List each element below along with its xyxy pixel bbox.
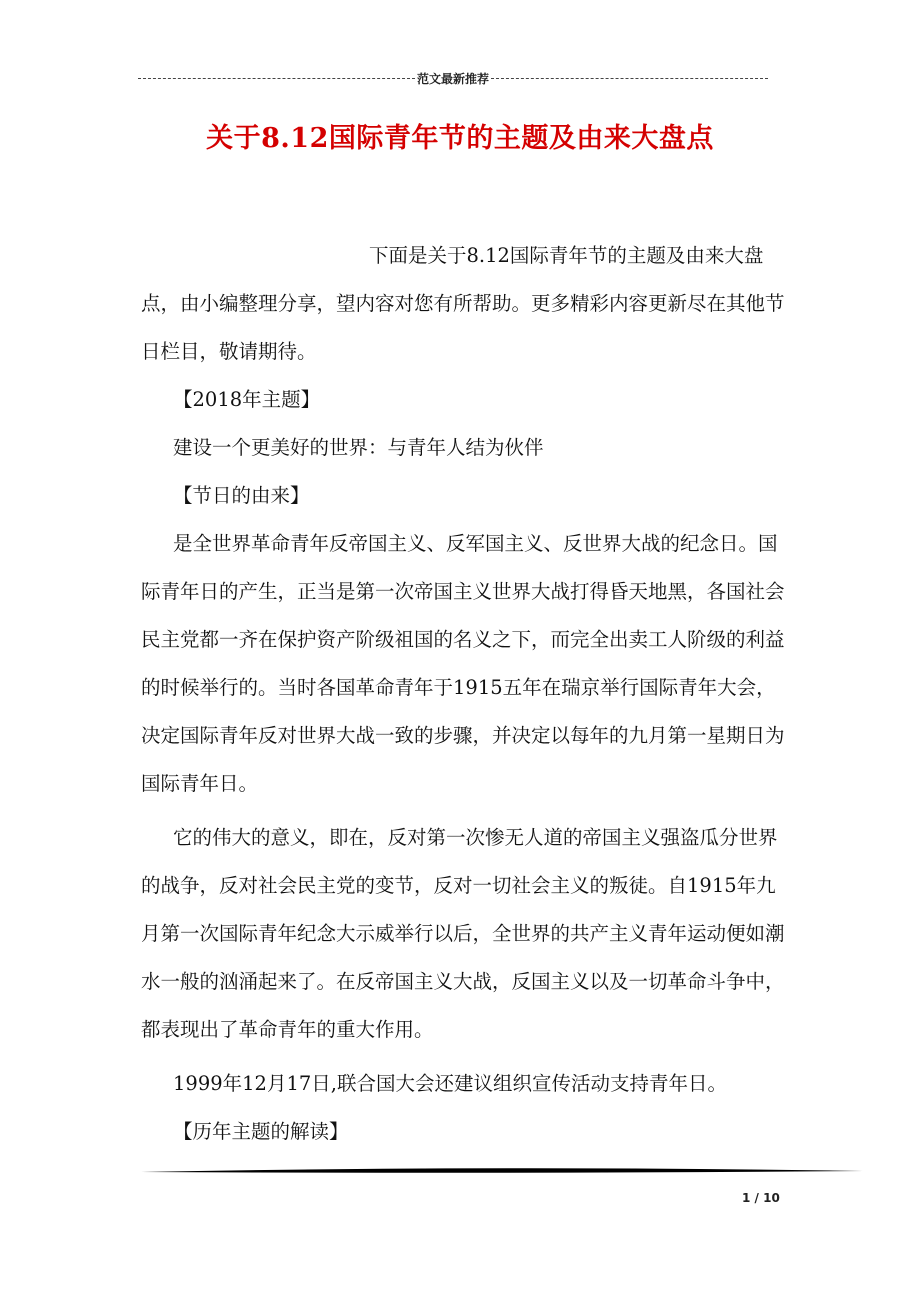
significance-paragraph: 它的伟大的意义，即在，反对第一次惨无人道的帝国主义强盗瓜分世界的战争，反对社会民主党的变节，反对一切社会主义的叛徒。自1915年九月第一次国际青年纪念大示威举行以后，全世界的共产主义青年运动便如潮水一般的汹涌起来了。在反帝国主义大战，反国主义以及一切革命斗争中，都表现出了革命青年的重大作用。 [141,826,785,1041]
page-header [138,68,768,88]
document-body [141,232,785,1156]
section-heading-origin: 【节日的由来】 [173,484,310,507]
header-label: 范文最新推荐 [417,71,490,86]
origin-paragraph: 是全世界革命青年反帝国主义、反军国主义、反世界大战的纪念日。国际青年日的产生，正当是第一次帝国主义世界大战打得昏天地黑，各国社会民主党都一齐在保护资产阶级祖国的名义之下，而完全出卖工人阶级的利益的时候举行的。当时各国革命青年于1915五年在瑞京举行国际青年大会，决定国际青年反对世界大战一致的步骤，并决定以每年的九月第一星期日为国际青年日。 [141,532,785,795]
un-paragraph: 1999年12月17日,联合国大会还建议组织宣传活动支持青年日。 [173,1072,727,1095]
header-dash-left [138,78,415,79]
page-number: 1 / 10 [742,1191,780,1205]
footer-rule [141,1166,863,1176]
section-heading-2018-theme: 【2018年主题】 [173,388,321,411]
intro-paragraph: 下面是关于8.12国际青年节的主题及由来大盘点，由小编整理分享，望内容对您有所帮助。更多精彩内容更新尽在其他节日栏目，敬请期待。 [141,244,785,363]
section-heading-themes: 【历年主题的解读】 [173,1120,349,1143]
theme-text: 建设一个更美好的世界：与青年人结为伙伴 [173,436,544,459]
header-dash-right [491,78,768,79]
document-title: 关于8.12国际青年节的主题及由来大盘点 [206,123,714,154]
